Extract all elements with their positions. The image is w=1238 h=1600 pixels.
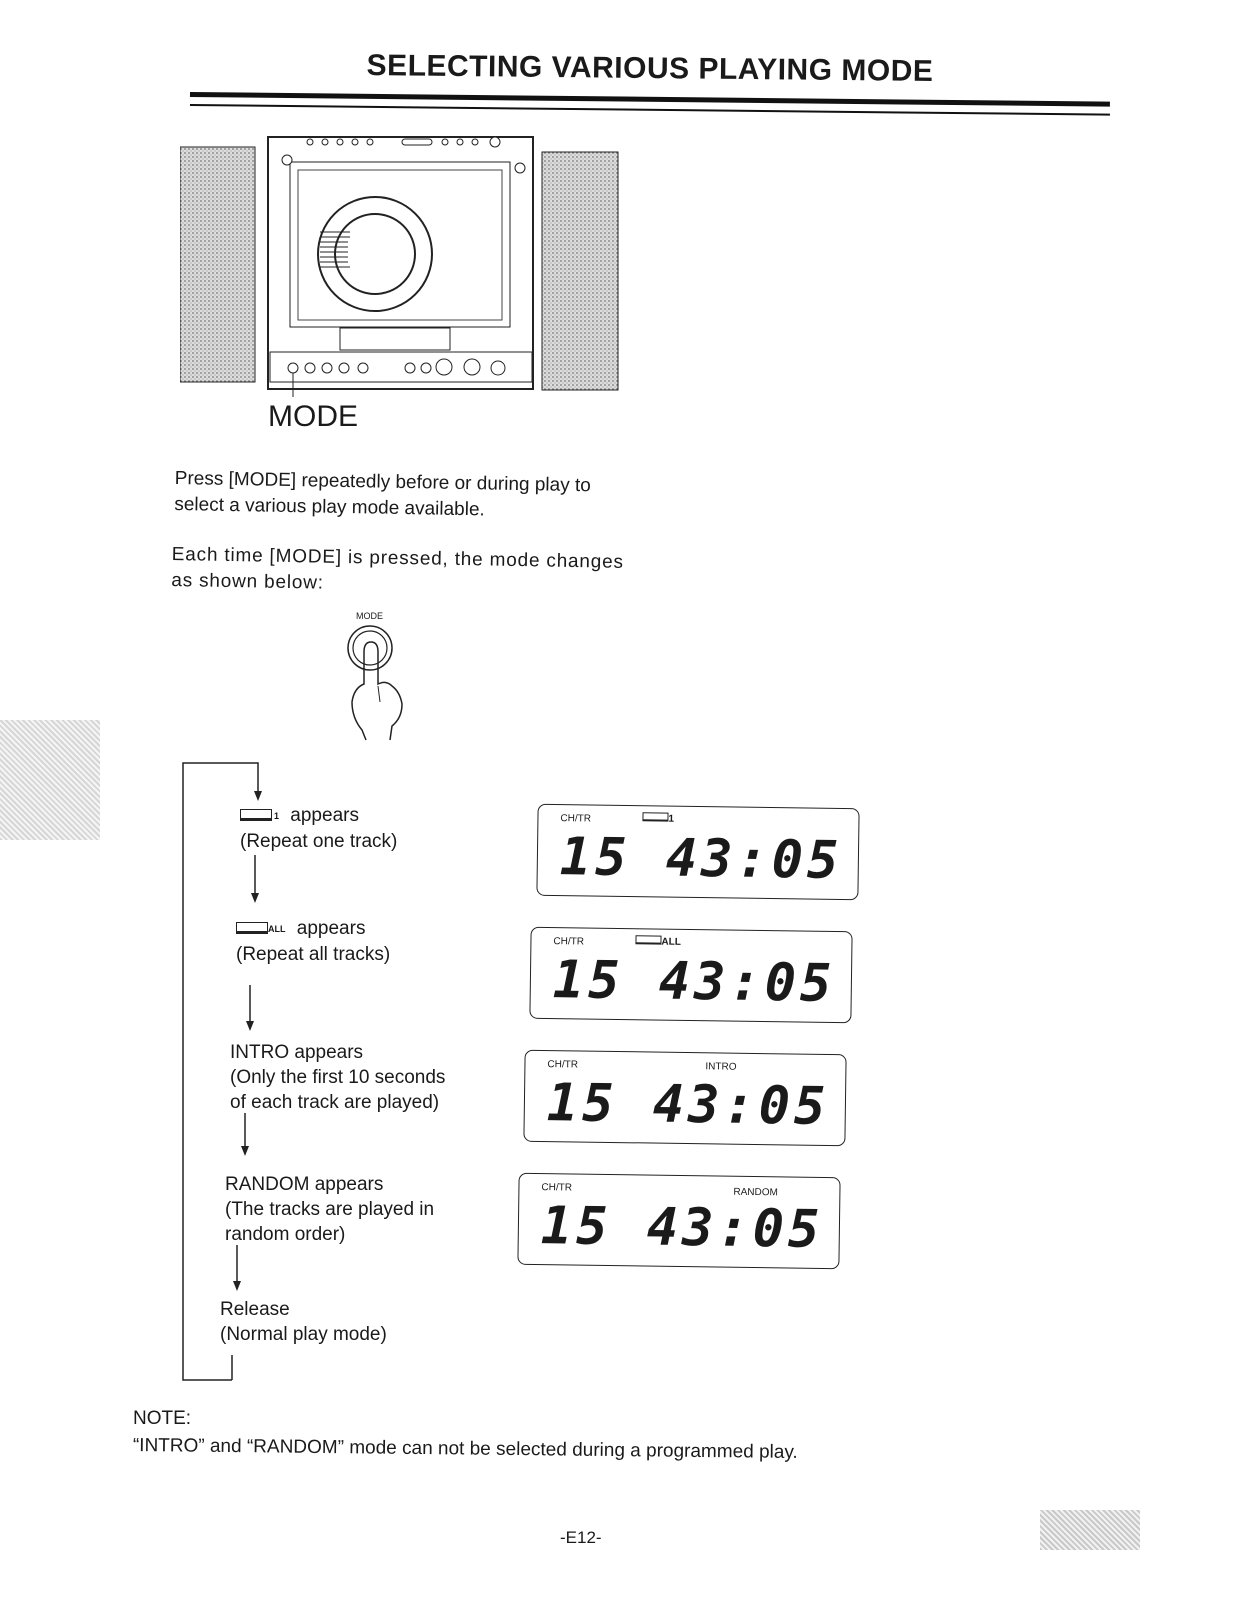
lcd-indicator: 1 <box>642 812 674 824</box>
step-random: RANDOM appears (The tracks are played in random order) <box>225 1174 435 1245</box>
note-body: “INTRO” and “RANDOM” mode can not be selected during a programmed play. <box>132 1435 798 1463</box>
stereo-illustration <box>180 132 620 397</box>
chtr-label: CH/TR <box>547 1059 579 1071</box>
right-speaker <box>542 152 618 390</box>
lcd-digits: 15 43:05 <box>552 950 836 1015</box>
lcd-indicator: RANDOM <box>733 1186 778 1199</box>
step-repeat-one: 1 appears (Repeat one track) <box>240 805 398 852</box>
chtr-label: CH/TR <box>541 1182 573 1194</box>
page-number: -E12- <box>560 1528 602 1547</box>
lcd-display-intro <box>523 1050 846 1146</box>
lcd-digits: 15 43:05 <box>559 827 843 892</box>
step-release: Release (Normal play mode) <box>220 1299 387 1345</box>
scan-noise-left <box>0 720 100 840</box>
scan-noise-corner <box>1040 1510 1140 1550</box>
lcd-display-repeat-one <box>536 804 859 900</box>
step-repeat-all: ALL appears (Repeat all tracks) <box>236 918 391 965</box>
page-title: SELECTING VARIOUS PLAYING MODE <box>366 49 934 88</box>
finger-press-icon <box>340 622 410 744</box>
lcd-display-random <box>517 1173 840 1269</box>
mode-callout-label: MODE <box>268 400 358 433</box>
repeat-one-icon <box>240 809 272 821</box>
mode-change-paragraph: Each time [MODE] is pressed, the mode changes as shown below: <box>171 543 624 594</box>
repeat-all-icon <box>236 922 268 934</box>
lcd-display-repeat-all <box>529 927 852 1023</box>
instruction-paragraph: Press [MODE] repeatedly before or during play to select a various play mode available. <box>174 467 591 521</box>
mode-button-label: MODE <box>356 611 383 621</box>
lcd-indicator: ALL <box>635 935 681 948</box>
lcd-digits: 15 43:05 <box>546 1073 830 1138</box>
chtr-label: CH/TR <box>560 813 592 825</box>
left-speaker <box>180 147 255 382</box>
lcd-digits: 15 43:05 <box>540 1196 824 1261</box>
lcd-indicator: INTRO <box>705 1061 737 1073</box>
note-heading: NOTE: <box>133 1408 192 1429</box>
title-rule-thin <box>190 104 1110 116</box>
title-rule-thick <box>190 92 1110 107</box>
chtr-label: CH/TR <box>553 936 585 948</box>
step-intro: INTRO appears (Only the first 10 seconds of each track are played) <box>230 1042 446 1113</box>
